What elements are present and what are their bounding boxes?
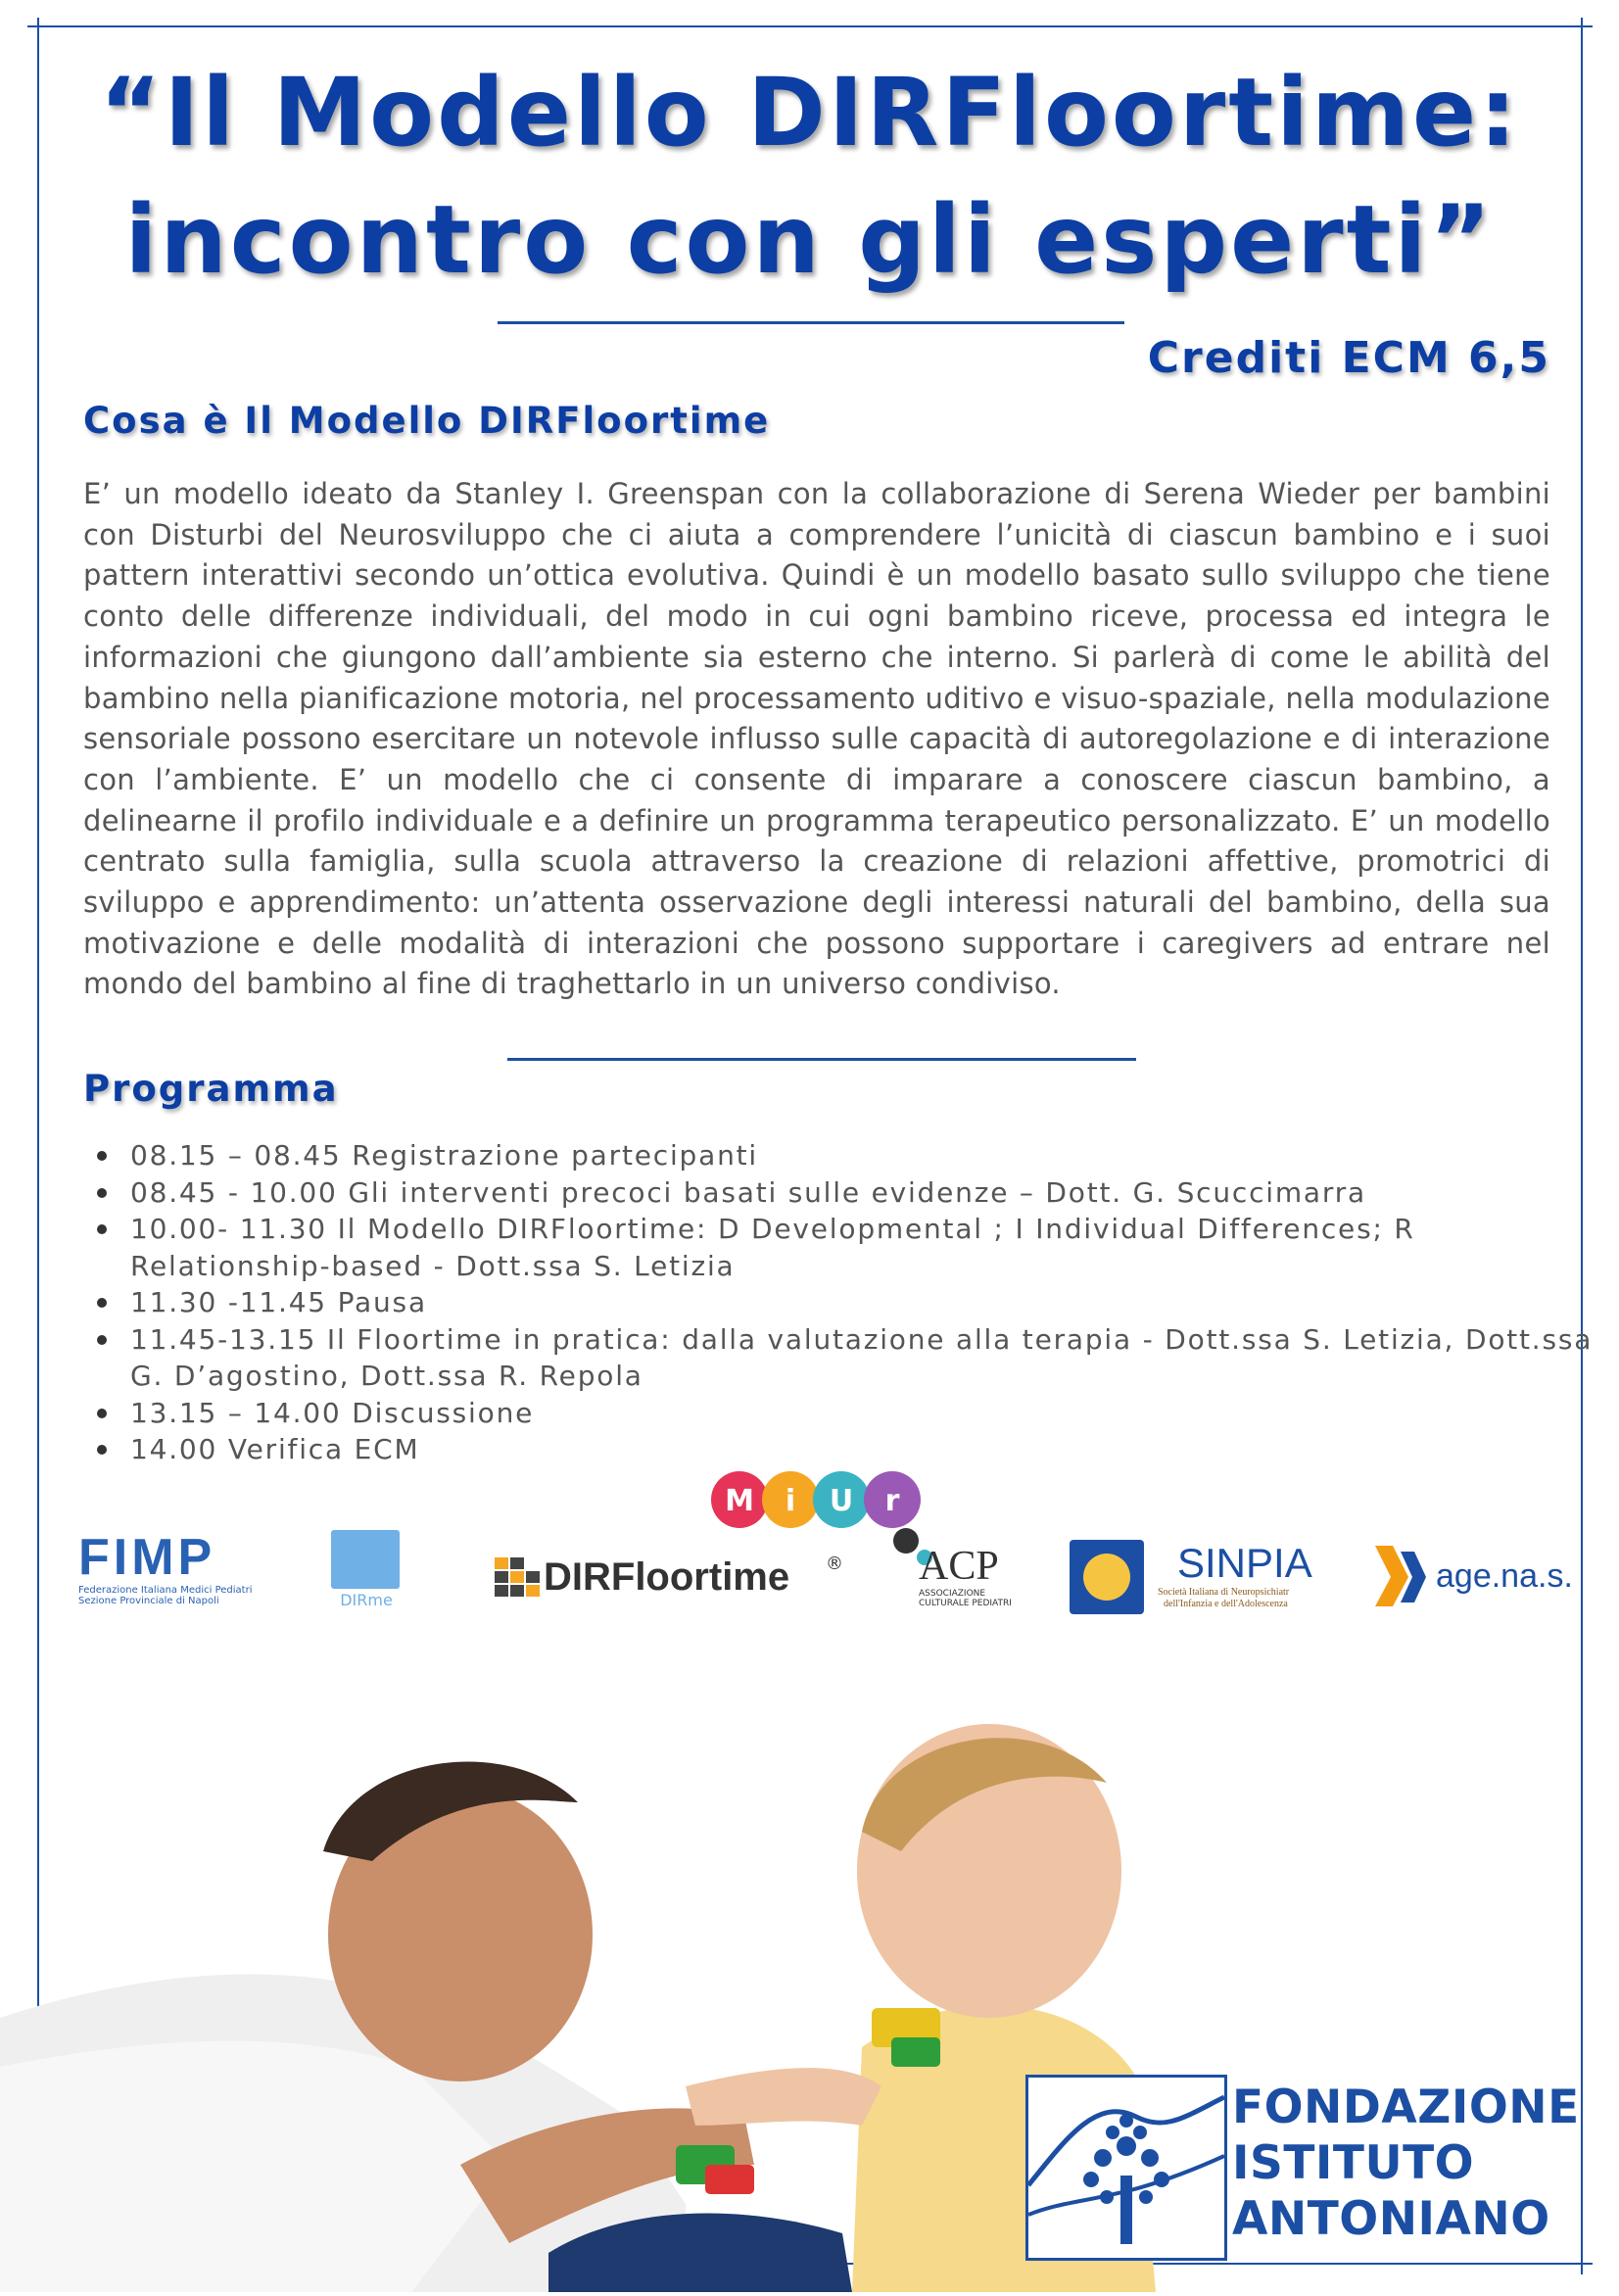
title-line-2: incontro con gli esperti” [124,185,1495,295]
fondazione-line-2: ISTITUTO [1232,2136,1475,2190]
fondazione-emblem [1025,2075,1227,2261]
fimp-logo-sub2: Sezione Provinciale di Napoli [78,1596,219,1606]
miur-letter-r: r [884,1484,900,1518]
dirme-logo [331,1530,402,1616]
miur-letter-u: U [829,1484,854,1518]
agenas-logo-text: age.na.s. [1436,1557,1573,1595]
dirme-icon [331,1530,400,1589]
program-item: 11.30 -11.45 Pausa [130,1284,1599,1321]
separator-middle [507,1058,1136,1061]
program-list [83,1137,1599,1468]
program-item: 11.45-13.15 Il Floortime in pratica: dalla valutazione alla terapia - Dott.ssa S. Letizia, Dott.ssa G. D’agostino, Dott.ssa R. Repola [130,1321,1599,1395]
acp-logo-sub1: ASSOCIAZIONE [919,1589,986,1599]
miur-letter-m: M [725,1484,754,1518]
acp-logo-text: ACP [919,1544,999,1589]
miur-logo-shapes [709,1469,921,1530]
dirfloortime-logo-text: DIRFloortime [544,1555,790,1599]
sinpia-emblem-icon [1070,1540,1144,1614]
about-heading: Cosa è Il Modello DIRFloortime [83,400,771,442]
page-title [59,49,1560,304]
acp-logo [891,1528,1014,1606]
program-item: 10.00- 11.30 Il Modello DIRFloortime: D Developmental ; I Individual Differences; R Relationship-based - Dott.ssa S. Letizia [130,1211,1599,1284]
miur-logo [709,1469,921,1530]
program-heading: Programma [83,1068,339,1110]
sinpia-logo-sub2: dell'Infanzia e dell'Adolescenza [1164,1599,1288,1609]
agenas-mark-icon [1371,1542,1430,1610]
program-item: 13.15 – 14.00 Discussione [130,1395,1599,1432]
about-text: E’ un modello ideato da Stanley I. Greenspan con la collaborazione di Serena Wieder per bambini con Disturbi del Neurosviluppo che ci aiuta a comprendere l’unicità di ciascun bambino e i suoi pattern interattivi secondo un’ottica evolutiva. Quindi è un modello basato sullo sviluppo che tiene conto delle differenze individuali, del modo in cui ogni bambino riceve, processa ed integra le informazioni che giungono dall’ambiente sia esterno che interno. Si parlerà di come le abilità del bambino nella pianificazione motoria, nel processamento uditivo e visuo-spaziale, nella modulazione sensoriale possono esercitare un notevole influsso sulle capacità di autoregolazione e di interazione con l’ambiente. E’ un modello che ci consente di imparare a conoscere ciascun bambino, a delinearne il profilo individuale e a definire un programma terapeutico personalizzato. E’ un modello centrato sulla famiglia, sulla scuola attraverso la creazione di relazioni affettive, promotrici di sviluppo e apprendimento: un’attenta osservazione degli interessi naturali del bambino, della sua motivazione e delle modalità di interazioni che possono supportare i caregivers ad entrare nel mondo del bambino al fine di traghettarlo in un universo condiviso. [83,477,1550,1001]
fondazione-line-3: ANTONIANO [1232,2192,1550,2246]
program-item: 14.00 Verifica ECM [130,1431,1599,1468]
program-item: 08.45 - 10.00 Gli interventi precoci basati sulle evidenze – Dott. G. Scuccimarra [130,1174,1599,1212]
ecm-credits: Crediti ECM 6,5 [1147,333,1550,383]
dirfloortime-grid-icon [495,1557,542,1597]
fondazione-name [1232,2080,1580,2247]
acp-dot-icon [893,1528,919,1554]
acp-logo-sub2: CULTURALE PEDIATRI [919,1599,1012,1608]
tree-icon [1028,2078,1224,2258]
dirme-logo-text: DIRme [340,1591,393,1609]
separator-top [498,321,1124,324]
agenas-logo [1371,1542,1573,1610]
fimp-logo-text: FIMP [78,1529,216,1586]
program-item: 08.15 – 08.45 Registrazione partecipanti [130,1137,1599,1174]
sinpia-logo-sub1: Società Italiana di Neuropsichiatr [1158,1587,1290,1598]
dirfloortime-logo [495,1554,847,1602]
miur-letter-i: i [785,1484,796,1518]
fimp-logo [78,1530,255,1618]
title-line-1: “Il Modello DIRFloortime: [99,58,1520,167]
fondazione-line-1: FONDAZIONE [1232,2081,1580,2134]
dirfloortime-registered-mark: ® [826,1554,843,1574]
sinpia-logo-text: SINPIA [1177,1540,1312,1586]
frame-top-line [27,25,1593,27]
sinpia-logo [1070,1540,1314,1618]
fimp-logo-sub1: Federazione Italiana Medici Pediatri [78,1585,253,1596]
